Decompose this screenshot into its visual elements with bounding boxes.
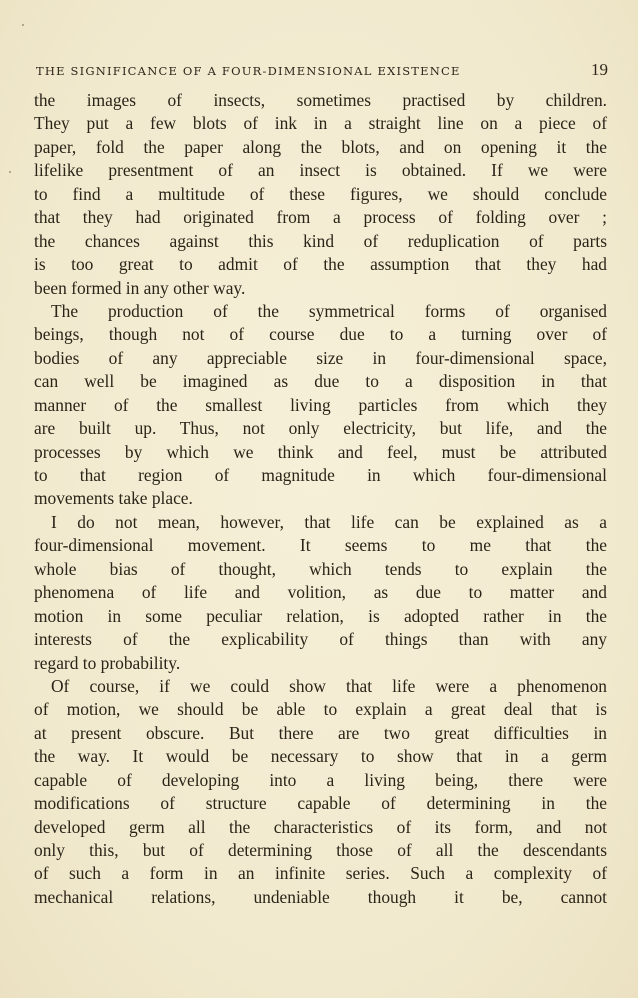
text-line: paper, fold the paper along the blots, and on opening it the (34, 136, 607, 157)
page-number: 19 (591, 60, 608, 79)
paper-speck (9, 171, 11, 173)
text-line: of such a form in an infinite series. Such a complexity of (34, 863, 607, 884)
paper-speck (22, 24, 24, 26)
text-line: They put a few blots of ink in a straight line on a piece of (34, 113, 607, 134)
paragraph-4 (34, 675, 607, 909)
body-text (34, 89, 607, 909)
paragraph-3 (34, 511, 607, 675)
text-line: interests of the explicability of things than with any (34, 629, 607, 650)
text-line: is too great to admit of the assumption that they had (34, 254, 607, 275)
text-line: processes by which we think and feel, must be attributed (34, 441, 607, 462)
text-line: The production of the symmetrical forms of organised (51, 300, 607, 321)
text-line: four-dimensional movement. It seems to me that the (34, 535, 607, 556)
text-line: capable of developing into a living being, there were (34, 769, 607, 790)
text-line: at present obscure. But there are two great difficulties in (34, 722, 607, 743)
text-line: motion in some peculiar relation, is adopted rather in the (34, 605, 607, 626)
text-line: been formed in any other way. (34, 277, 246, 298)
text-line: the way. It would be necessary to show that in a germ (34, 746, 607, 767)
text-line: mechanical relations, undeniable though it be, cannot (34, 886, 607, 907)
paragraph-1 (34, 89, 607, 300)
text-line: whole bias of thought, which tends to explain the (34, 558, 607, 579)
text-line: developed germ all the characteristics of its form, and not (34, 816, 607, 837)
text-line: of motion, we should be able to explain a great deal that is (34, 699, 607, 720)
text-line: are built up. Thus, not only electricity, but life, and the (34, 418, 607, 439)
text-line: that they had originated from a process of folding over ; (34, 207, 607, 228)
text-line: movements take place. (34, 488, 193, 509)
text-line: regard to probability. (34, 652, 181, 673)
running-title: THE SIGNIFICANCE OF A FOUR-DIMENSIONAL EXISTENCE (36, 64, 461, 78)
text-line: I do not mean, however, that life can be explained as a (51, 511, 607, 532)
text-line: phenomena of life and volition, as due to matter and (34, 582, 607, 603)
text-line: to find a multitude of these figures, we should conclude (34, 183, 607, 204)
text-line: to that region of magnitude in which four-dimensional (34, 465, 607, 485)
text-line: can well be imagined as due to a disposition in that (34, 371, 607, 392)
text-line: modifications of structure capable of determining in the (34, 793, 607, 814)
text-line: the images of insects, sometimes practised by children. (34, 90, 607, 110)
text-line: only this, but of determining those of all the descendants (34, 840, 607, 860)
text-line: Of course, if we could show that life were a phenomenon (51, 675, 607, 696)
text-line: lifelike presentment of an insect is obtained. If we were (34, 160, 607, 181)
text-line: the chances against this kind of reduplication of parts (34, 230, 607, 251)
running-header (36, 60, 608, 80)
text-line: manner of the smallest living particles from which they (34, 394, 607, 415)
text-line: beings, though not of course due to a turning over of (34, 324, 607, 345)
paragraph-2 (34, 300, 607, 511)
text-line: bodies of any appreciable size in four-dimensional space, (34, 347, 607, 368)
